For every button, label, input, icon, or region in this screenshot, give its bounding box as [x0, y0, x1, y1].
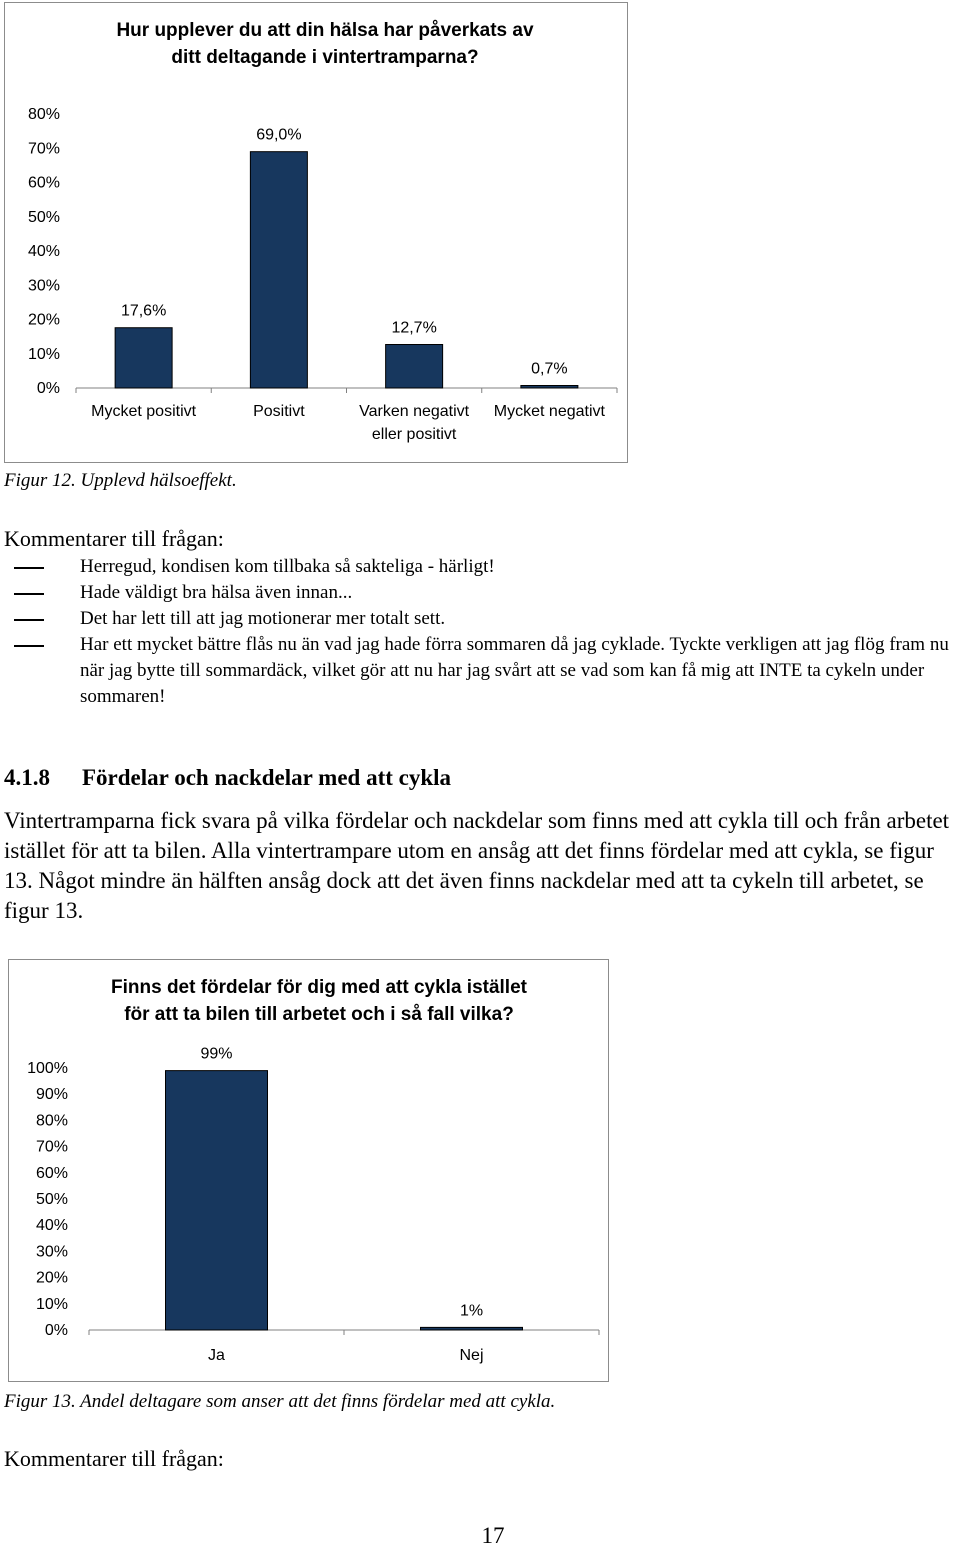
data-label: 69,0% [256, 126, 302, 144]
bar [521, 386, 578, 389]
chart-1-title: Hur upplever du att din hälsa har påverkats av ditt deltagande i vintertramparna? [116, 20, 534, 68]
y-tick-label: 90% [35, 1086, 68, 1104]
comments-heading-1: Kommentarer till frågan: [4, 526, 224, 551]
comment-item [0, 632, 960, 710]
data-label: 17,6% [120, 302, 167, 320]
comments-heading-2: Kommentarer till frågan: [4, 1446, 224, 1471]
comment-text: Har ett mycket bättre flås nu än vad jag hade förra sommaren då jag cyklade. Tyckte verkligen att jag flög fram nu när jag bytte till sommardäck, vilket gör att nu har jag svårt att se vad som kan få mig att INTE ta cykeln under sommaren! [80, 634, 949, 707]
section-number: 4.1.8 [4, 765, 50, 790]
data-label: 12,7% [391, 319, 437, 337]
y-tick-label: 80% [27, 106, 60, 123]
dash-bullet [14, 593, 44, 595]
comment-text: Hade väldigt bra hälsa även innan... [80, 582, 353, 603]
chart-1-plot [5, 3, 627, 462]
category-label: Nej [459, 1347, 484, 1364]
bar [421, 1327, 523, 1330]
y-tick-label: 20% [27, 311, 60, 329]
y-tick-label: 70% [27, 140, 60, 158]
dash-bullet [14, 645, 44, 647]
figure-12-caption: Figur 12. Upplevd hälsoeffekt. [4, 470, 237, 491]
comment-list-1 [0, 554, 960, 710]
chart-1-frame [4, 2, 628, 463]
data-label: 99% [200, 1045, 233, 1063]
category-label: Mycket negativt [493, 403, 605, 420]
category-label: Ja [208, 1347, 225, 1364]
category-label: Mycket positivt [91, 403, 197, 420]
section-title: Fördelar och nackdelar med att cykla [82, 765, 452, 790]
bar [250, 152, 307, 388]
chart-2-frame [8, 959, 609, 1382]
comment-text: Herregud, kondisen kom tillbaka så sakteliga - härligt! [80, 556, 495, 577]
y-tick-label: 10% [27, 345, 60, 363]
figure-13-caption: Figur 13. Andel deltagare som anser att det finns fördelar med att cykla. [4, 1391, 556, 1412]
y-tick-label: 0% [36, 380, 60, 397]
y-tick-label: 40% [35, 1217, 68, 1235]
chart-2-plot [9, 960, 608, 1381]
bar [115, 328, 172, 388]
comment-item [0, 580, 960, 606]
y-tick-label: 60% [27, 174, 60, 192]
data-label: 0,7% [531, 360, 568, 378]
bar [386, 345, 443, 388]
section-heading [4, 765, 451, 791]
category-label: eller positivt [371, 426, 457, 443]
y-tick-label: 30% [27, 277, 60, 295]
bar [166, 1071, 268, 1330]
section-paragraph: Vintertramparna fick svara på vilka fördelar och nackdelar som finns med att cykla till och från arbetet istället för att ta bilen. Alla vintertrampare utom en ansåg att det finns fördelar med att cykla, se figur 13. Något mindre än hälften ansåg dock att det även finns nackdelar med att ta cykeln till arbetet, se figur 13. [4, 808, 950, 923]
comment-item [0, 606, 960, 632]
chart-2-title: Finns det fördelar för dig med att cykla istället för att ta bilen till arbetet och i så fall vilka? [111, 977, 527, 1025]
y-tick-label: 50% [27, 208, 60, 226]
category-label: Positivt [253, 403, 305, 420]
y-tick-label: 20% [35, 1269, 68, 1287]
y-tick-label: 50% [35, 1191, 68, 1208]
y-tick-label: 30% [35, 1243, 68, 1261]
y-tick-label: 40% [27, 243, 60, 260]
comment-item [0, 554, 960, 580]
data-label: 1% [459, 1302, 484, 1320]
dash-bullet [14, 567, 44, 569]
y-tick-label: 60% [35, 1164, 68, 1182]
y-tick-label: 70% [35, 1138, 68, 1156]
y-tick-label: 80% [35, 1112, 68, 1130]
category-label: Varken negativt [359, 403, 470, 420]
y-tick-label: 100% [27, 1060, 68, 1077]
page-number: 17 [481, 1523, 505, 1548]
comment-text: Det har lett till att jag motionerar mer totalt sett. [80, 608, 446, 629]
y-tick-label: 0% [44, 1322, 68, 1339]
dash-bullet [14, 619, 44, 621]
y-tick-label: 10% [35, 1295, 68, 1313]
